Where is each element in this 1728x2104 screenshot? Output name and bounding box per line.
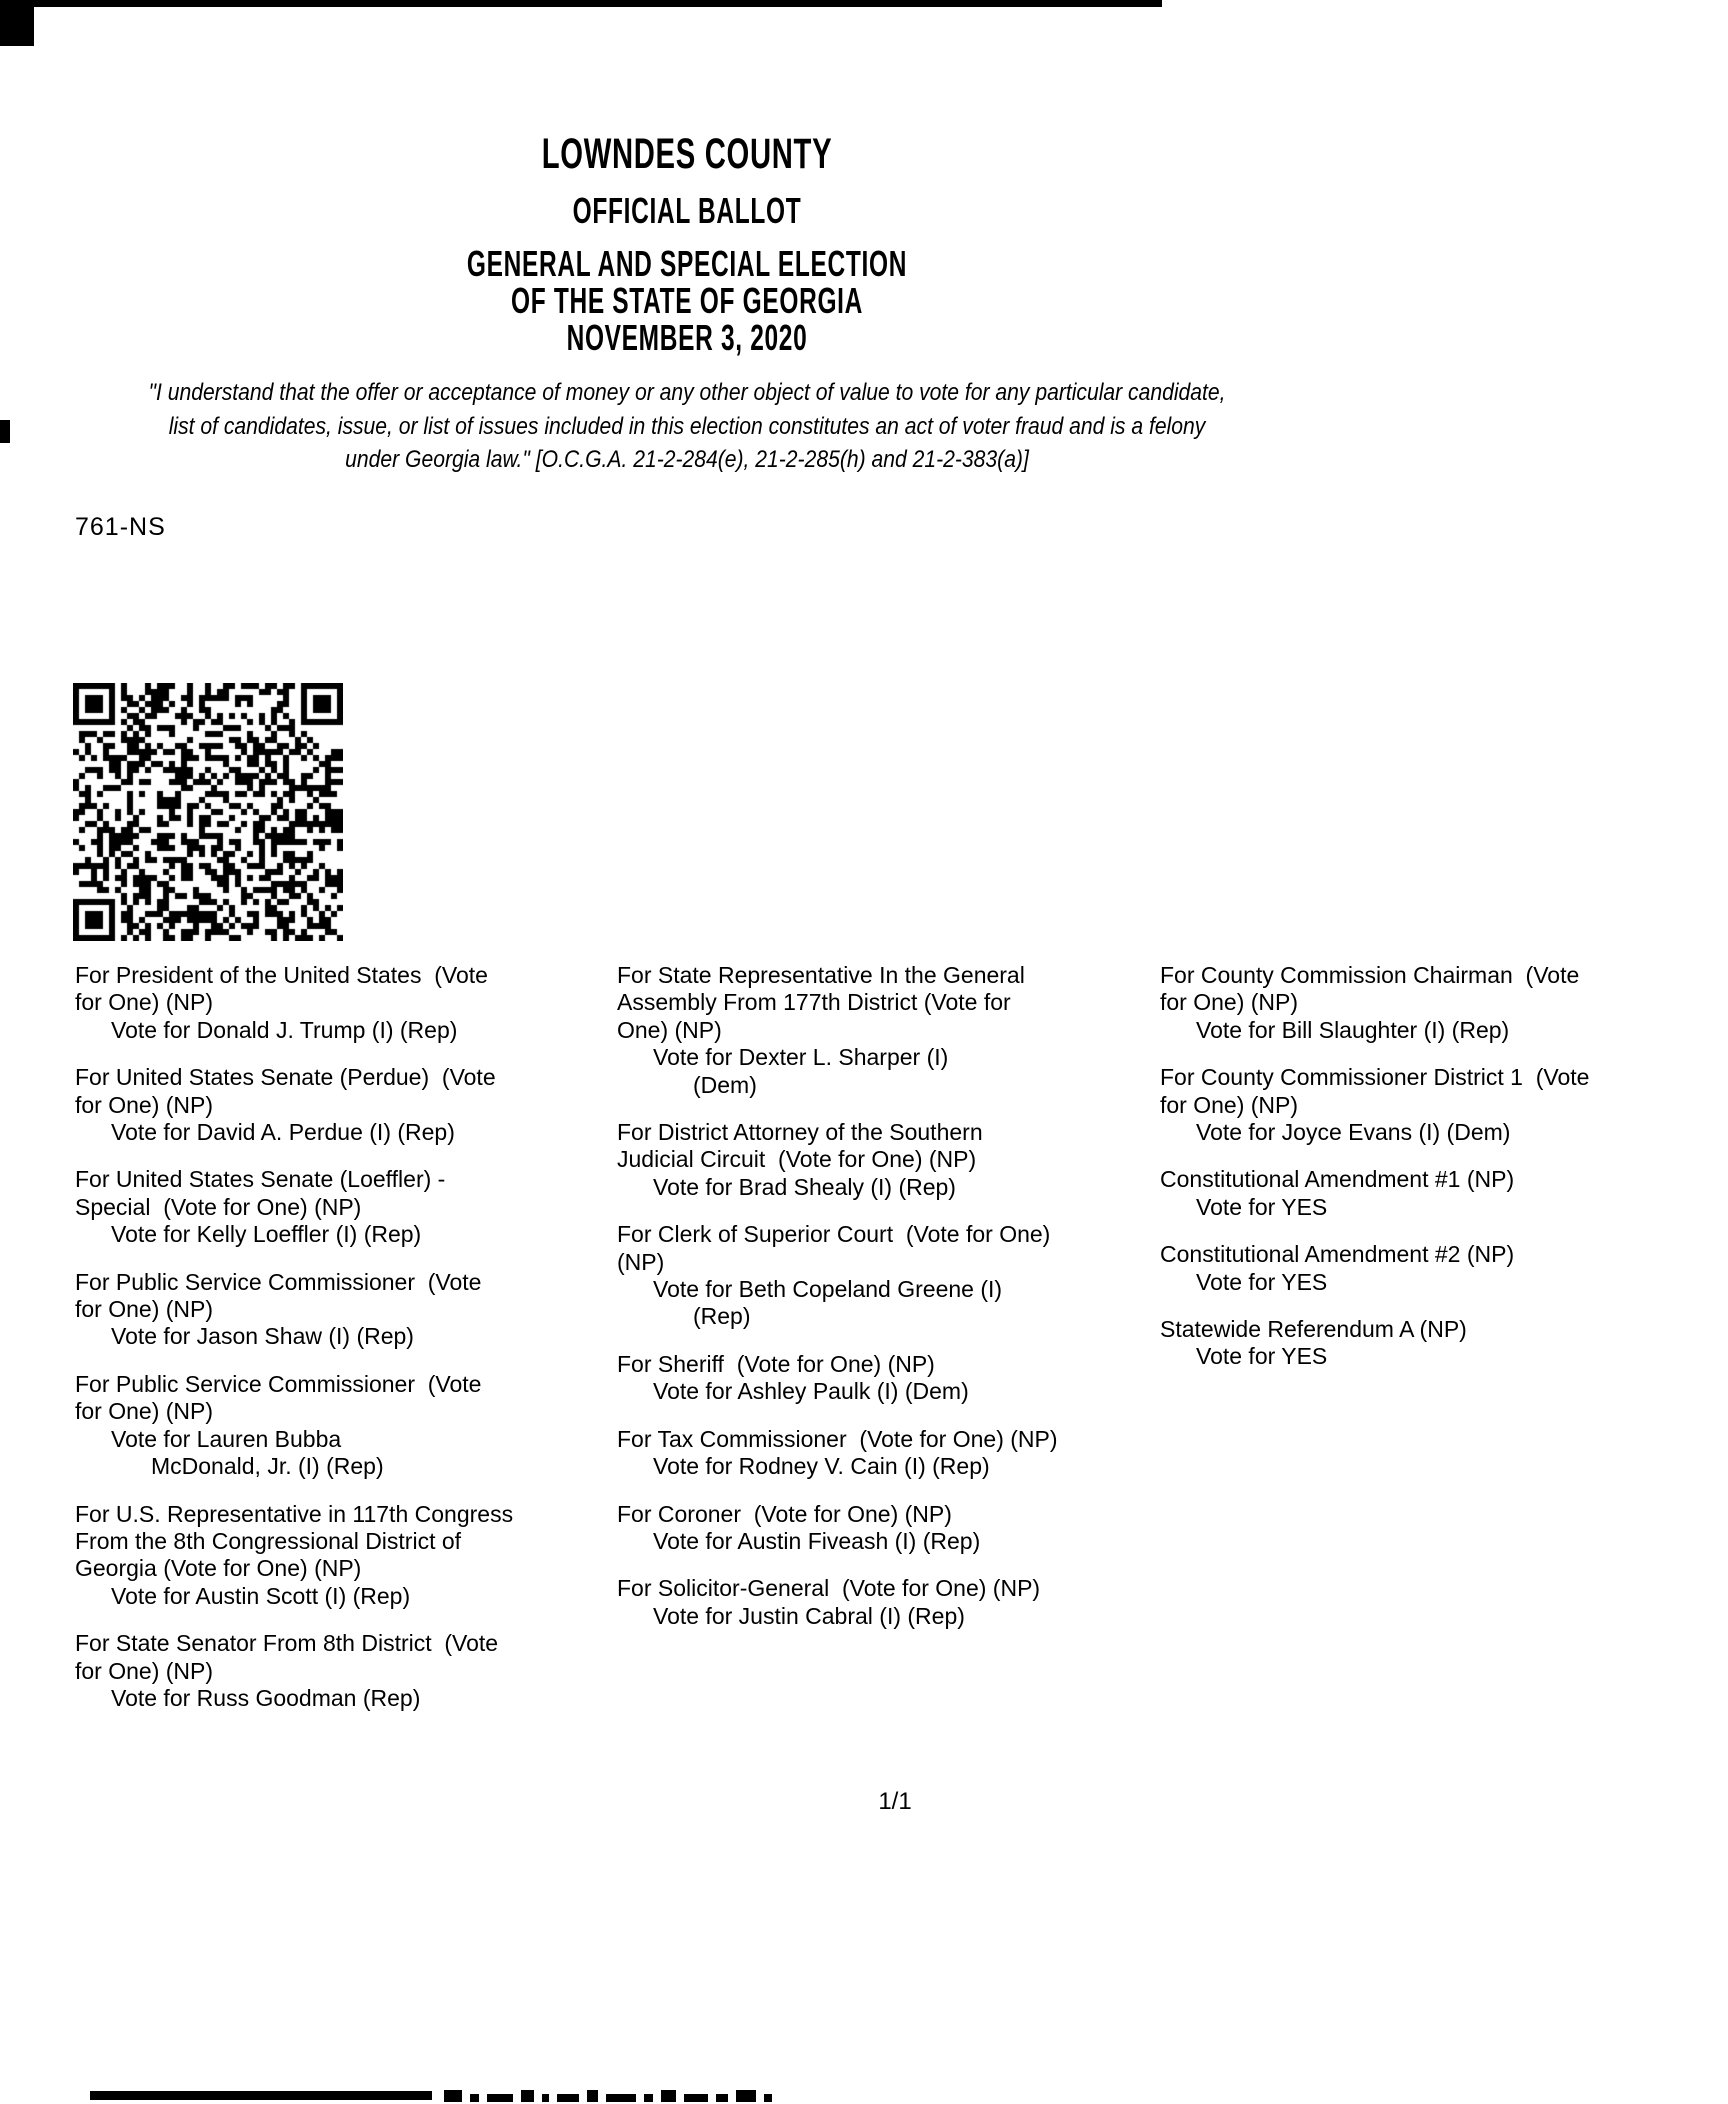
ballot-column-1 [75, 962, 615, 1732]
ballot-type-title: OFFICIAL BALLOT [572, 190, 802, 231]
contest [75, 1269, 615, 1351]
contest-title-line: Constitutional Amendment #1 (NP) [1160, 1166, 1515, 1193]
election-title [0, 245, 1374, 356]
fraud-notice-line: list of candidates, issue, or list of issues included in this election constitutes an act of voter fraud and is a felony [168, 412, 1206, 440]
contest-title-line: for One) (NP) [75, 1657, 214, 1684]
vote-selection-line: Vote for Rodney V. Cain (I) (Rep) [653, 1453, 990, 1480]
cutoff-mark [736, 2090, 756, 2102]
contest-title-line: For United States Senate (Perdue) (Vote [75, 1064, 496, 1091]
page-number: 1/1 [878, 1788, 912, 1815]
voter-fraud-notice [0, 376, 1374, 477]
vote-selection-line: Vote for Brad Shealy (I) (Rep) [653, 1173, 956, 1200]
contest-title-line: For U.S. Representative in 117th Congress [75, 1500, 514, 1527]
vote-selection-line: Vote for Ashley Paulk (I) (Dem) [653, 1378, 969, 1405]
vote-selection-line: Vote for YES [1196, 1268, 1328, 1295]
ballot-column-3 [1160, 962, 1720, 1391]
cutoff-mark [444, 2090, 462, 2102]
cutoff-mark [716, 2094, 728, 2102]
vote-selection-line: (Dem) [693, 1071, 757, 1098]
ballot-style-number: 761-NS [75, 513, 166, 541]
contest [617, 1351, 1147, 1406]
contest-title-line: Judicial Circuit (Vote for One) (NP) [617, 1146, 977, 1173]
contest-title-line: for One) (NP) [75, 1398, 214, 1425]
contest-title-line: For Coroner (Vote for One) (NP) [617, 1500, 952, 1527]
cutoff-mark [661, 2090, 676, 2102]
contest [75, 1501, 615, 1611]
vote-selection-line: Vote for Dexter L. Sharper (I) [653, 1044, 949, 1071]
cutoff-mark [542, 2094, 549, 2102]
ballot-column-2 [617, 962, 1147, 1650]
cutoff-mark [684, 2094, 708, 2102]
cutoff-mark [521, 2090, 534, 2102]
contest-title-line: One) (NP) [617, 1016, 722, 1043]
bottom-registration-bar [90, 2091, 432, 2100]
vote-selection-line: Vote for Justin Cabral (I) (Rep) [653, 1602, 965, 1629]
cutoff-mark [470, 2094, 479, 2102]
contest [617, 962, 1147, 1099]
contest [617, 1221, 1147, 1331]
contest [617, 1426, 1147, 1481]
vote-selection-line: McDonald, Jr. (I) (Rep) [151, 1453, 384, 1480]
contest-title-line: For Sheriff (Vote for One) (NP) [617, 1350, 935, 1377]
contest [1160, 1064, 1720, 1146]
contest-title-line: From the 8th Congressional District of [75, 1527, 462, 1554]
contest-title-line: for One) (NP) [1160, 1091, 1299, 1118]
vote-selection-line: Vote for Bill Slaughter (I) (Rep) [1196, 1016, 1510, 1043]
cutoff-mark [587, 2090, 598, 2102]
contest [1160, 962, 1720, 1044]
contest-title-line: for One) (NP) [75, 989, 214, 1016]
cutoff-mark [557, 2094, 579, 2102]
corner-registration-mark [0, 0, 34, 46]
contest [75, 1166, 615, 1248]
contest-title-line: For Tax Commissioner (Vote for One) (NP) [617, 1425, 1058, 1452]
county-title: LOWNDES COUNTY [541, 130, 833, 178]
vote-selection-line: Vote for Joyce Evans (I) (Dem) [1196, 1119, 1511, 1146]
vote-selection-line: Vote for Austin Scott (I) (Rep) [111, 1582, 411, 1609]
election-title-line2: OF THE STATE OF GEORGIA [510, 280, 864, 321]
contest-title-line: For Clerk of Superior Court (Vote for One) [617, 1221, 1051, 1248]
contest-title-line: Assembly From 177th District (Vote for [617, 989, 1011, 1016]
contest-title-line: For Solicitor-General (Vote for One) (NP) [617, 1575, 1041, 1602]
cutoff-mark [764, 2094, 772, 2102]
contest [75, 1630, 615, 1712]
contest-title-line: Constitutional Amendment #2 (NP) [1160, 1241, 1515, 1268]
vote-selection-line: Vote for YES [1196, 1193, 1328, 1220]
contest-title-line: For State Senator From 8th District (Vote [75, 1630, 499, 1657]
contest-title-line: for One) (NP) [75, 1091, 214, 1118]
fraud-notice-line: under Georgia law." [O.C.G.A. 21-2-284(e), 21-2-285(h) and 21-2-383(a)] [345, 446, 1029, 473]
contest-title-line: For President of the United States (Vote [75, 962, 488, 988]
vote-selection-line: Vote for Russ Goodman (Rep) [111, 1684, 421, 1711]
contest [75, 1371, 615, 1481]
election-title-line3: NOVEMBER 3, 2020 [566, 317, 808, 358]
vote-selection-line: Vote for Jason Shaw (I) (Rep) [111, 1323, 414, 1350]
fraud-notice-line: "I understand that the offer or acceptance of money or any other object of value to vote for any particular candidate, [148, 379, 1226, 406]
contest-title-line: For District Attorney of the Southern [617, 1119, 983, 1146]
vote-selection-line: Vote for YES [1196, 1343, 1328, 1370]
contest-title-line: For Public Service Commissioner (Vote [75, 1370, 482, 1397]
contest-title-line: For Public Service Commissioner (Vote [75, 1268, 482, 1295]
contest-title-line: For County Commissioner District 1 (Vote [1160, 1064, 1590, 1091]
contest [75, 1064, 615, 1146]
qr-code [73, 683, 343, 941]
contest [75, 962, 615, 1044]
cutoff-mark [606, 2094, 636, 2102]
cutoff-mark [487, 2094, 513, 2102]
contest-title-line: Statewide Referendum A (NP) [1160, 1316, 1467, 1343]
contest-title-line: For United States Senate (Loeffler) - [75, 1166, 446, 1193]
contest [617, 1575, 1147, 1630]
vote-selection-line: Vote for Austin Fiveash (I) (Rep) [653, 1527, 981, 1554]
vote-selection-line: Vote for Donald J. Trump (I) (Rep) [111, 1016, 458, 1043]
vote-selection-line: Vote for Beth Copeland Greene (I) [653, 1276, 1003, 1303]
contest [1160, 1241, 1720, 1296]
cutoff-mark [644, 2094, 653, 2102]
contest [1160, 1166, 1720, 1221]
bottom-cutoff-marks [444, 2088, 772, 2102]
vote-selection-line: Vote for Lauren Bubba [111, 1425, 342, 1452]
contest-title-line: Georgia (Vote for One) (NP) [75, 1555, 362, 1582]
contest-title-line: for One) (NP) [75, 1296, 214, 1323]
vote-selection-line: Vote for David A. Perdue (I) (Rep) [111, 1119, 455, 1146]
contest-title-line: (NP) [617, 1248, 665, 1275]
contest [1160, 1316, 1720, 1371]
top-edge-registration-line [34, 0, 1162, 7]
contest-title-line: For State Representative In the General [617, 962, 1025, 988]
election-title-line1: GENERAL AND SPECIAL ELECTION [466, 243, 908, 284]
contest-title-line: Special (Vote for One) (NP) [75, 1193, 362, 1220]
contest-title-line: For County Commission Chairman (Vote [1160, 962, 1580, 988]
vote-selection-line: (Rep) [693, 1303, 751, 1330]
contest [617, 1119, 1147, 1201]
contest [617, 1501, 1147, 1556]
vote-selection-line: Vote for Kelly Loeffler (I) (Rep) [111, 1221, 422, 1248]
contest-title-line: for One) (NP) [1160, 989, 1299, 1016]
